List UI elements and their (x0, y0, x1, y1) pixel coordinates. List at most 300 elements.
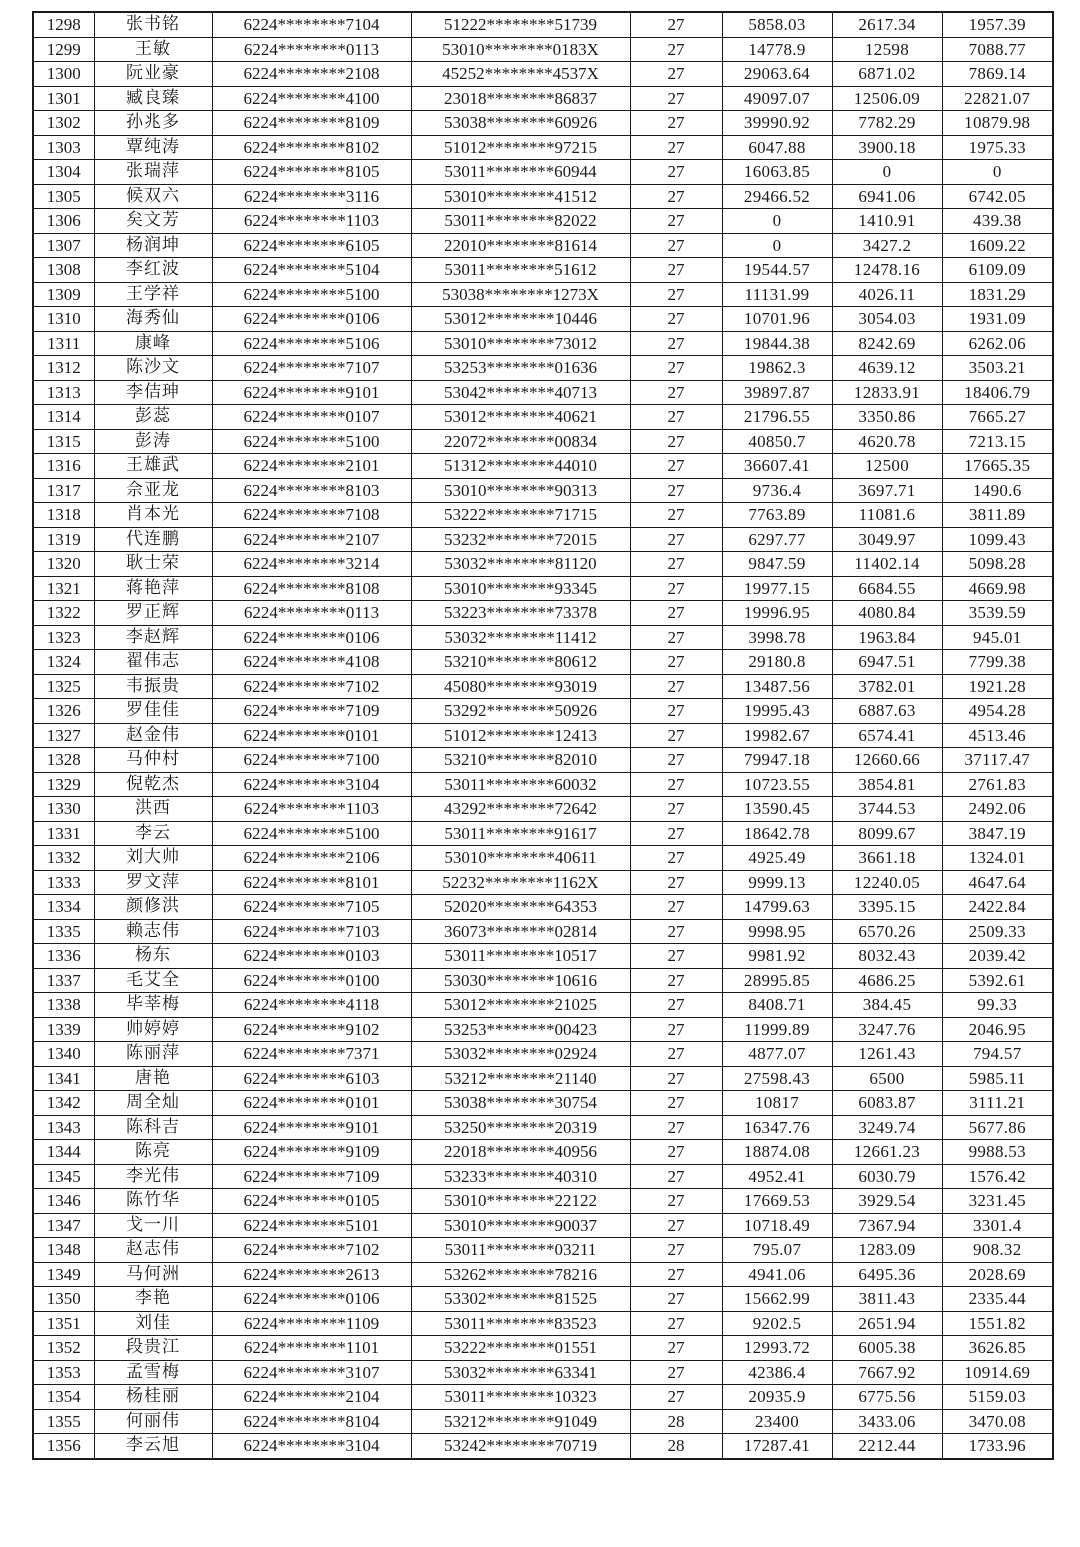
amount-1-cell: 5858.03 (722, 12, 832, 37)
amount-3-cell: 3539.59 (942, 601, 1053, 626)
amount-1-cell: 19996.95 (722, 601, 832, 626)
id-number-cell: 51012********12413 (411, 723, 630, 748)
id-number-cell: 53011********91617 (411, 821, 630, 846)
amount-2-cell: 3054.03 (832, 307, 942, 332)
amount-3-cell: 10879.98 (942, 111, 1053, 136)
amount-2-cell: 7782.29 (832, 111, 942, 136)
card-number-cell: 6224********1103 (212, 797, 411, 822)
table-row (33, 86, 1053, 111)
amount-1-cell: 29466.52 (722, 184, 832, 209)
card-number-cell: 6224********8105 (212, 160, 411, 185)
amount-2-cell: 3782.01 (832, 674, 942, 699)
age-cell: 27 (630, 209, 722, 234)
age-cell: 27 (630, 405, 722, 430)
amount-2-cell: 8099.67 (832, 821, 942, 846)
amount-2-cell: 8032.43 (832, 944, 942, 969)
amount-1-cell: 19844.38 (722, 331, 832, 356)
row-number-cell: 1325 (33, 674, 94, 699)
amount-2-cell: 7367.94 (832, 1213, 942, 1238)
amount-2-cell: 6574.41 (832, 723, 942, 748)
amount-3-cell: 7665.27 (942, 405, 1053, 430)
row-number-cell: 1336 (33, 944, 94, 969)
card-number-cell: 6224********7109 (212, 1164, 411, 1189)
table-row (33, 380, 1053, 405)
amount-3-cell: 5677.86 (942, 1115, 1053, 1140)
amount-3-cell: 794.57 (942, 1042, 1053, 1067)
amount-3-cell: 6109.09 (942, 258, 1053, 283)
table-row (33, 233, 1053, 258)
name-cell: 李赵辉 (94, 625, 212, 650)
amount-1-cell: 7763.89 (722, 503, 832, 528)
age-cell: 27 (630, 1262, 722, 1287)
card-number-cell: 6224********0107 (212, 405, 411, 430)
name-cell: 覃纯涛 (94, 135, 212, 160)
name-cell: 赵志伟 (94, 1238, 212, 1263)
card-number-cell: 6224********8103 (212, 478, 411, 503)
age-cell: 27 (630, 895, 722, 920)
amount-3-cell: 9988.53 (942, 1140, 1053, 1165)
amount-2-cell: 6570.26 (832, 919, 942, 944)
table-row (33, 1385, 1053, 1410)
table-row (33, 723, 1053, 748)
amount-1-cell: 6047.88 (722, 135, 832, 160)
amount-3-cell: 5985.11 (942, 1066, 1053, 1091)
row-number-cell: 1303 (33, 135, 94, 160)
row-number-cell: 1346 (33, 1189, 94, 1214)
card-number-cell: 6224********3107 (212, 1360, 411, 1385)
amount-3-cell: 5098.28 (942, 552, 1053, 577)
amount-1-cell: 11131.99 (722, 282, 832, 307)
amount-2-cell: 3350.86 (832, 405, 942, 430)
card-number-cell: 6224********0100 (212, 968, 411, 993)
id-number-cell: 53232********72015 (411, 527, 630, 552)
name-cell: 臧良臻 (94, 86, 212, 111)
row-number-cell: 1318 (33, 503, 94, 528)
name-cell: 陈竹华 (94, 1189, 212, 1214)
table-row (33, 454, 1053, 479)
card-number-cell: 6224********5104 (212, 258, 411, 283)
amount-1-cell: 42386.4 (722, 1360, 832, 1385)
age-cell: 27 (630, 944, 722, 969)
age-cell: 27 (630, 258, 722, 283)
amount-1-cell: 18874.08 (722, 1140, 832, 1165)
age-cell: 27 (630, 1066, 722, 1091)
age-cell: 27 (630, 723, 722, 748)
id-number-cell: 53038********60926 (411, 111, 630, 136)
table-row (33, 797, 1053, 822)
row-number-cell: 1333 (33, 870, 94, 895)
name-cell: 王学祥 (94, 282, 212, 307)
amount-3-cell: 3470.08 (942, 1409, 1053, 1434)
amount-2-cell: 3049.97 (832, 527, 942, 552)
amount-2-cell: 3249.74 (832, 1115, 942, 1140)
row-number-cell: 1340 (33, 1042, 94, 1067)
row-number-cell: 1304 (33, 160, 94, 185)
id-number-cell: 51012********97215 (411, 135, 630, 160)
amount-2-cell: 12500 (832, 454, 942, 479)
age-cell: 27 (630, 821, 722, 846)
table-row (33, 993, 1053, 1018)
row-number-cell: 1326 (33, 699, 94, 724)
age-cell: 27 (630, 307, 722, 332)
name-cell: 段贵江 (94, 1336, 212, 1361)
amount-1-cell: 10701.96 (722, 307, 832, 332)
table-row (33, 625, 1053, 650)
amount-3-cell: 3231.45 (942, 1189, 1053, 1214)
table-row (33, 429, 1053, 454)
row-number-cell: 1350 (33, 1287, 94, 1312)
amount-3-cell: 18406.79 (942, 380, 1053, 405)
id-number-cell: 53212********91049 (411, 1409, 630, 1434)
table-row (33, 1189, 1053, 1214)
id-number-cell: 53032********81120 (411, 552, 630, 577)
amount-1-cell: 17287.41 (722, 1434, 832, 1459)
table-row (33, 1409, 1053, 1434)
card-number-cell: 6224********0101 (212, 723, 411, 748)
id-number-cell: 53011********83523 (411, 1311, 630, 1336)
amount-3-cell: 2335.44 (942, 1287, 1053, 1312)
amount-3-cell: 17665.35 (942, 454, 1053, 479)
age-cell: 27 (630, 1213, 722, 1238)
row-number-cell: 1354 (33, 1385, 94, 1410)
table-row (33, 184, 1053, 209)
row-number-cell: 1323 (33, 625, 94, 650)
age-cell: 27 (630, 37, 722, 62)
amount-3-cell: 1975.33 (942, 135, 1053, 160)
amount-1-cell: 4941.06 (722, 1262, 832, 1287)
age-cell: 27 (630, 1287, 722, 1312)
name-cell: 毛艾全 (94, 968, 212, 993)
table-row (33, 748, 1053, 773)
table-row (33, 111, 1053, 136)
amount-1-cell: 17669.53 (722, 1189, 832, 1214)
row-number-cell: 1351 (33, 1311, 94, 1336)
card-number-cell: 6224********8102 (212, 135, 411, 160)
amount-3-cell: 1957.39 (942, 12, 1053, 37)
amount-2-cell: 3854.81 (832, 772, 942, 797)
amount-1-cell: 16347.76 (722, 1115, 832, 1140)
table-row (33, 527, 1053, 552)
amount-3-cell: 1931.09 (942, 307, 1053, 332)
amount-2-cell: 6684.55 (832, 576, 942, 601)
amount-1-cell: 9736.4 (722, 478, 832, 503)
amount-1-cell: 79947.18 (722, 748, 832, 773)
row-number-cell: 1319 (33, 527, 94, 552)
name-cell: 彭蕊 (94, 405, 212, 430)
id-number-cell: 53011********10517 (411, 944, 630, 969)
age-cell: 27 (630, 1360, 722, 1385)
name-cell: 刘佳 (94, 1311, 212, 1336)
amount-2-cell: 1283.09 (832, 1238, 942, 1263)
amount-2-cell: 12833.91 (832, 380, 942, 405)
card-number-cell: 6224********5100 (212, 821, 411, 846)
id-number-cell: 53011********10323 (411, 1385, 630, 1410)
amount-1-cell: 10723.55 (722, 772, 832, 797)
amount-1-cell: 0 (722, 209, 832, 234)
name-cell: 陈亮 (94, 1140, 212, 1165)
amount-2-cell: 2212.44 (832, 1434, 942, 1459)
amount-1-cell: 18642.78 (722, 821, 832, 846)
id-number-cell: 53010********41512 (411, 184, 630, 209)
id-number-cell: 53011********51612 (411, 258, 630, 283)
amount-1-cell: 9981.92 (722, 944, 832, 969)
row-number-cell: 1321 (33, 576, 94, 601)
amount-2-cell: 7667.92 (832, 1360, 942, 1385)
table-row (33, 1287, 1053, 1312)
table-row (33, 1042, 1053, 1067)
amount-2-cell: 3744.53 (832, 797, 942, 822)
row-number-cell: 1312 (33, 356, 94, 381)
row-number-cell: 1301 (33, 86, 94, 111)
row-number-cell: 1307 (33, 233, 94, 258)
age-cell: 27 (630, 233, 722, 258)
amount-1-cell: 3998.78 (722, 625, 832, 650)
card-number-cell: 6224********6105 (212, 233, 411, 258)
card-number-cell: 6224********4108 (212, 650, 411, 675)
amount-1-cell: 10718.49 (722, 1213, 832, 1238)
table-row (33, 62, 1053, 87)
amount-3-cell: 2028.69 (942, 1262, 1053, 1287)
amount-1-cell: 29063.64 (722, 62, 832, 87)
amount-3-cell: 1733.96 (942, 1434, 1053, 1459)
age-cell: 27 (630, 968, 722, 993)
table-row (33, 1164, 1053, 1189)
id-number-cell: 45080********93019 (411, 674, 630, 699)
card-number-cell: 6224********2101 (212, 454, 411, 479)
amount-1-cell: 4952.41 (722, 1164, 832, 1189)
row-number-cell: 1327 (33, 723, 94, 748)
name-cell: 戈一川 (94, 1213, 212, 1238)
amount-2-cell: 6775.56 (832, 1385, 942, 1410)
row-number-cell: 1339 (33, 1017, 94, 1042)
card-number-cell: 6224********4118 (212, 993, 411, 1018)
name-cell: 孟雪梅 (94, 1360, 212, 1385)
card-number-cell: 6224********9101 (212, 380, 411, 405)
card-number-cell: 6224********3214 (212, 552, 411, 577)
table-row (33, 503, 1053, 528)
row-number-cell: 1334 (33, 895, 94, 920)
table-row (33, 209, 1053, 234)
id-number-cell: 51312********44010 (411, 454, 630, 479)
amount-1-cell: 13487.56 (722, 674, 832, 699)
amount-2-cell: 3427.2 (832, 233, 942, 258)
name-cell: 孙兆多 (94, 111, 212, 136)
card-number-cell: 6224********9102 (212, 1017, 411, 1042)
row-number-cell: 1305 (33, 184, 94, 209)
row-number-cell: 1315 (33, 429, 94, 454)
amount-2-cell: 6495.36 (832, 1262, 942, 1287)
name-cell: 翟伟志 (94, 650, 212, 675)
amount-1-cell: 14778.9 (722, 37, 832, 62)
id-number-cell: 22018********40956 (411, 1140, 630, 1165)
amount-3-cell: 3626.85 (942, 1336, 1053, 1361)
age-cell: 27 (630, 699, 722, 724)
id-number-cell: 53222********01551 (411, 1336, 630, 1361)
amount-1-cell: 19995.43 (722, 699, 832, 724)
amount-1-cell: 4925.49 (722, 846, 832, 871)
name-cell: 王敏 (94, 37, 212, 62)
table-row (33, 944, 1053, 969)
amount-2-cell: 4080.84 (832, 601, 942, 626)
amount-2-cell: 6500 (832, 1066, 942, 1091)
table-row (33, 870, 1053, 895)
amount-2-cell: 6030.79 (832, 1164, 942, 1189)
name-cell: 洪西 (94, 797, 212, 822)
card-number-cell: 6224********0113 (212, 601, 411, 626)
card-number-cell: 6224********3104 (212, 1434, 411, 1459)
id-number-cell: 53011********60032 (411, 772, 630, 797)
row-number-cell: 1308 (33, 258, 94, 283)
card-number-cell: 6224********3104 (212, 772, 411, 797)
age-cell: 27 (630, 650, 722, 675)
amount-3-cell: 1551.82 (942, 1311, 1053, 1336)
table-row (33, 772, 1053, 797)
amount-2-cell: 1963.84 (832, 625, 942, 650)
age-cell: 27 (630, 552, 722, 577)
table-row (33, 1262, 1053, 1287)
amount-2-cell: 12478.16 (832, 258, 942, 283)
name-cell: 李佶珅 (94, 380, 212, 405)
name-cell: 帅婷婷 (94, 1017, 212, 1042)
amount-1-cell: 27598.43 (722, 1066, 832, 1091)
table-row (33, 1336, 1053, 1361)
id-number-cell: 53302********81525 (411, 1287, 630, 1312)
name-cell: 蒋艳萍 (94, 576, 212, 601)
id-number-cell: 52020********64353 (411, 895, 630, 920)
card-number-cell: 6224********5100 (212, 282, 411, 307)
name-cell: 唐艳 (94, 1066, 212, 1091)
age-cell: 27 (630, 160, 722, 185)
id-number-cell: 53010********90313 (411, 478, 630, 503)
card-number-cell: 6224********0113 (212, 37, 411, 62)
age-cell: 27 (630, 993, 722, 1018)
table-row (33, 135, 1053, 160)
age-cell: 27 (630, 1042, 722, 1067)
id-number-cell: 53032********63341 (411, 1360, 630, 1385)
id-number-cell: 53253********00423 (411, 1017, 630, 1042)
card-number-cell: 6224********8101 (212, 870, 411, 895)
name-cell: 李云旭 (94, 1434, 212, 1459)
amount-3-cell: 1576.42 (942, 1164, 1053, 1189)
amount-3-cell: 6742.05 (942, 184, 1053, 209)
amount-3-cell: 2492.06 (942, 797, 1053, 822)
id-number-cell: 45252********4537X (411, 62, 630, 87)
id-number-cell: 22010********81614 (411, 233, 630, 258)
name-cell: 李艳 (94, 1287, 212, 1312)
id-number-cell: 53292********50926 (411, 699, 630, 724)
id-number-cell: 53010********90037 (411, 1213, 630, 1238)
card-number-cell: 6224********0101 (212, 1091, 411, 1116)
age-cell: 27 (630, 625, 722, 650)
row-number-cell: 1298 (33, 12, 94, 37)
amount-3-cell: 3847.19 (942, 821, 1053, 846)
card-number-cell: 6224********7100 (212, 748, 411, 773)
amount-3-cell: 99.33 (942, 993, 1053, 1018)
id-number-cell: 53032********11412 (411, 625, 630, 650)
amount-3-cell: 2046.95 (942, 1017, 1053, 1042)
id-number-cell: 53242********70719 (411, 1434, 630, 1459)
table-row (33, 1066, 1053, 1091)
name-cell: 周全灿 (94, 1091, 212, 1116)
name-cell: 耿士荣 (94, 552, 212, 577)
name-cell: 代连鹏 (94, 527, 212, 552)
amount-3-cell: 0 (942, 160, 1053, 185)
age-cell: 27 (630, 772, 722, 797)
card-number-cell: 6224********7109 (212, 699, 411, 724)
amount-1-cell: 8408.71 (722, 993, 832, 1018)
amount-2-cell: 3247.76 (832, 1017, 942, 1042)
amount-3-cell: 945.01 (942, 625, 1053, 650)
row-number-cell: 1331 (33, 821, 94, 846)
age-cell: 27 (630, 282, 722, 307)
age-cell: 27 (630, 846, 722, 871)
amount-3-cell: 3503.21 (942, 356, 1053, 381)
amount-1-cell: 795.07 (722, 1238, 832, 1263)
amount-2-cell: 4620.78 (832, 429, 942, 454)
amount-2-cell: 4026.11 (832, 282, 942, 307)
card-number-cell: 6224********5101 (212, 1213, 411, 1238)
amount-3-cell: 1490.6 (942, 478, 1053, 503)
data-table (32, 11, 1054, 1460)
card-number-cell: 6224********2106 (212, 846, 411, 871)
card-number-cell: 6224********7102 (212, 1238, 411, 1263)
age-cell: 27 (630, 12, 722, 37)
row-number-cell: 1356 (33, 1434, 94, 1459)
id-number-cell: 53250********20319 (411, 1115, 630, 1140)
card-number-cell: 6224********1109 (212, 1311, 411, 1336)
age-cell: 27 (630, 135, 722, 160)
table-row (33, 1140, 1053, 1165)
id-number-cell: 53038********30754 (411, 1091, 630, 1116)
name-cell: 候双六 (94, 184, 212, 209)
age-cell: 27 (630, 1238, 722, 1263)
age-cell: 28 (630, 1409, 722, 1434)
amount-2-cell: 6947.51 (832, 650, 942, 675)
age-cell: 27 (630, 86, 722, 111)
card-number-cell: 6224********2613 (212, 1262, 411, 1287)
amount-1-cell: 9847.59 (722, 552, 832, 577)
amount-3-cell: 10914.69 (942, 1360, 1053, 1385)
age-cell: 27 (630, 748, 722, 773)
table-row (33, 12, 1053, 37)
amount-1-cell: 23400 (722, 1409, 832, 1434)
amount-3-cell: 37117.47 (942, 748, 1053, 773)
id-number-cell: 53262********78216 (411, 1262, 630, 1287)
row-number-cell: 1348 (33, 1238, 94, 1263)
amount-1-cell: 4877.07 (722, 1042, 832, 1067)
card-number-cell: 6224********7108 (212, 503, 411, 528)
table-body (33, 12, 1053, 1459)
id-number-cell: 51222********51739 (411, 12, 630, 37)
id-number-cell: 22072********00834 (411, 429, 630, 454)
row-number-cell: 1324 (33, 650, 94, 675)
name-cell: 陈科吉 (94, 1115, 212, 1140)
age-cell: 27 (630, 454, 722, 479)
table-row (33, 1115, 1053, 1140)
name-cell: 张瑞萍 (94, 160, 212, 185)
name-cell: 颜修洪 (94, 895, 212, 920)
amount-3-cell: 2509.33 (942, 919, 1053, 944)
card-number-cell: 6224********5100 (212, 429, 411, 454)
id-number-cell: 53032********02924 (411, 1042, 630, 1067)
name-cell: 杨润坤 (94, 233, 212, 258)
name-cell: 康峰 (94, 331, 212, 356)
row-number-cell: 1330 (33, 797, 94, 822)
amount-1-cell: 19982.67 (722, 723, 832, 748)
amount-3-cell: 5159.03 (942, 1385, 1053, 1410)
card-number-cell: 6224********7105 (212, 895, 411, 920)
row-number-cell: 1349 (33, 1262, 94, 1287)
